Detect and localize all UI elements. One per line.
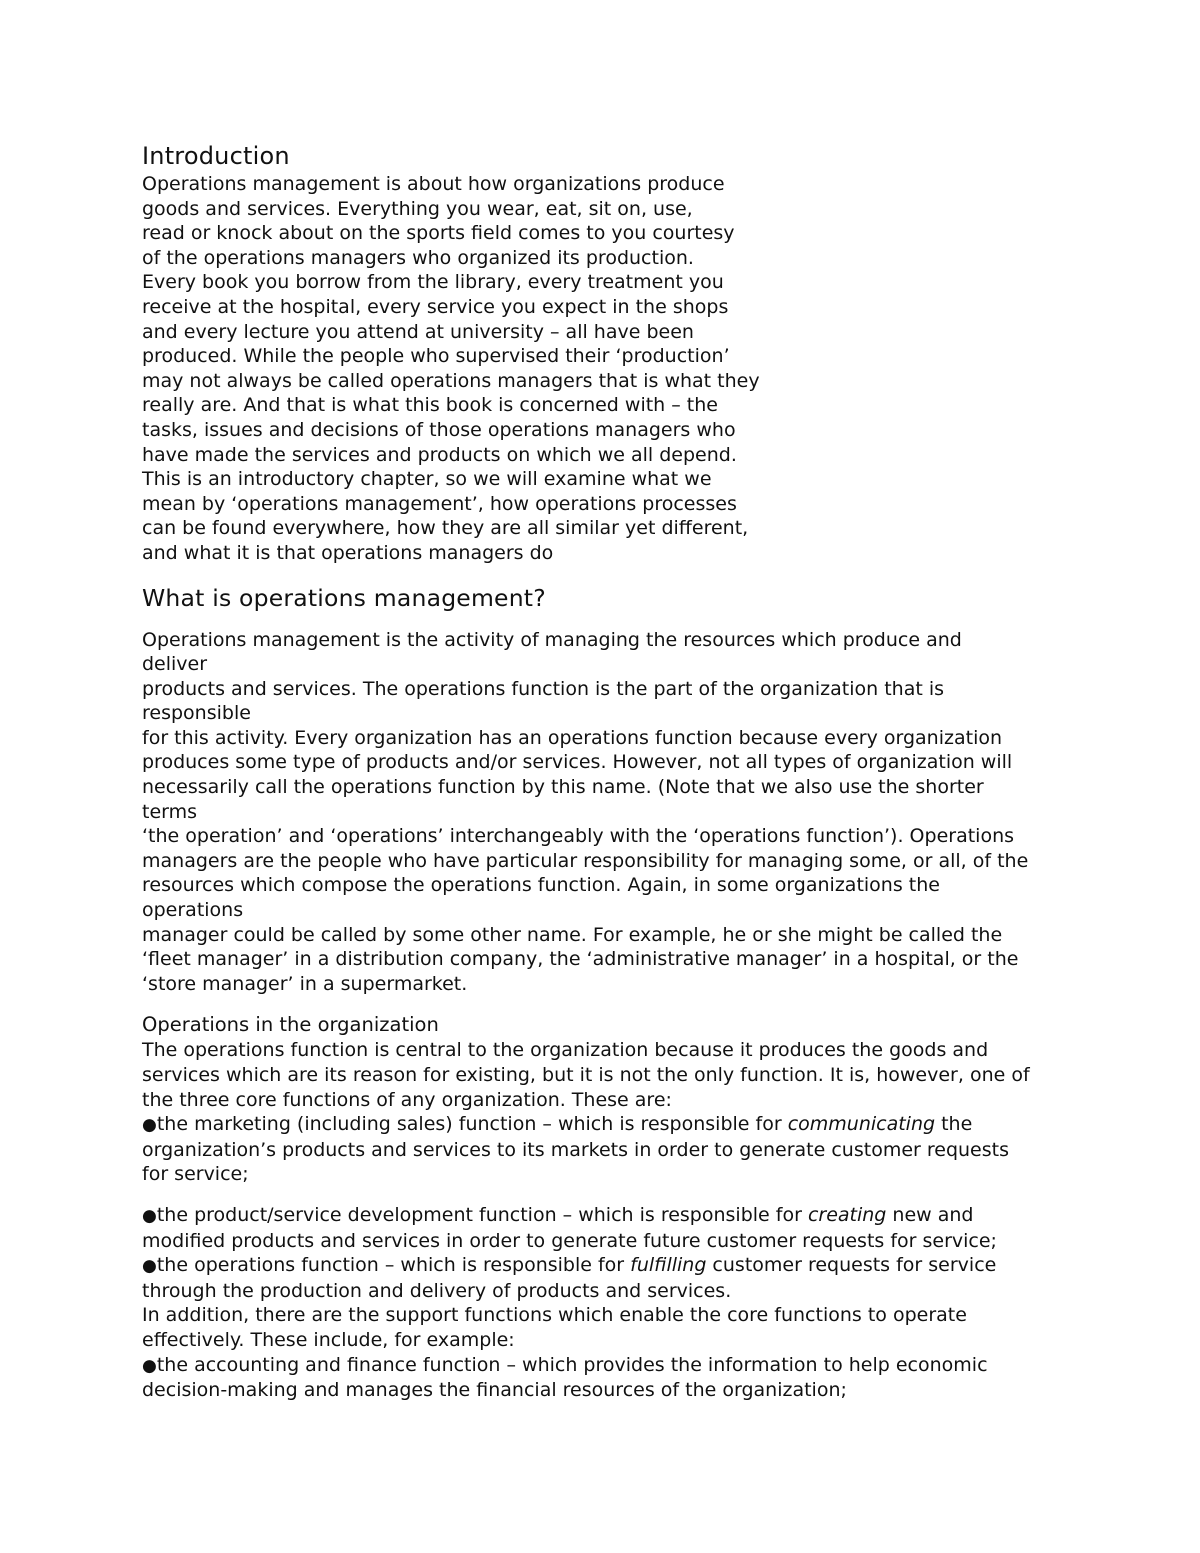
bullet-emphasis: fulfilling xyxy=(630,1254,707,1277)
intro-line: can be found everywhere, how they are all similar yet different, xyxy=(142,517,749,540)
intro-line: mean by ‘operations management’, how operations processes xyxy=(142,492,737,515)
bullet-emphasis: creating xyxy=(807,1203,887,1226)
bullet-continuation: through the production and delivery of products and services. xyxy=(142,1279,732,1302)
intro-line: goods and services. Everything you wear, eat, sit on, use, xyxy=(142,197,693,220)
what-is-line: managers are the people who have particular responsibility for managing some, or all, of the xyxy=(142,849,1029,872)
bullet-continuation: decision-making and manages the financial resources of the organization; xyxy=(142,1379,847,1402)
bullet-item-marketing xyxy=(142,1112,1062,1138)
what-is-line: operations xyxy=(142,899,244,922)
bullet-continuation: for service; xyxy=(142,1163,249,1186)
document-page xyxy=(142,140,1062,1403)
what-is-heading: What is operations management? xyxy=(142,583,546,612)
intro-line: have made the services and products on which we all depend. xyxy=(142,443,737,466)
bullet-emphasis: communicating xyxy=(787,1113,936,1136)
in-org-line: the three core functions of any organization. These are: xyxy=(142,1088,672,1111)
what-is-paragraph xyxy=(142,628,1062,997)
bullet-text: the operations function – which is responsible for xyxy=(156,1254,631,1277)
intro-line: and what it is that operations managers do xyxy=(142,541,554,564)
intro-paragraph xyxy=(142,172,1062,566)
intro-line: of the operations managers who organized its production. xyxy=(142,246,694,269)
bullet-continuation: modified products and services in order to generate future customer requests for service; xyxy=(142,1229,997,1252)
in-org-line: The operations function is central to the organization because it produces the goods and xyxy=(142,1039,989,1062)
intro-heading: Introduction xyxy=(142,142,290,170)
intro-line: read or knock about on the sports field comes to you courtesy xyxy=(142,222,735,245)
what-is-line: terms xyxy=(142,800,198,823)
intro-line: This is an introductory chapter, so we will examine what we xyxy=(142,468,712,491)
bullet-text: the product/service development function – which is responsible for xyxy=(156,1203,808,1226)
bullet-text: new and xyxy=(886,1203,974,1226)
spacer xyxy=(142,1187,1062,1203)
bullet-icon: ● xyxy=(142,1115,157,1136)
bullet-text: customer requests for service xyxy=(706,1254,997,1277)
what-is-line: Operations management is the activity of managing the resources which produce and xyxy=(142,628,962,651)
in-org-heading: Operations in the organization xyxy=(142,1013,439,1037)
bullet-text: the marketing (including sales) function – which is responsible for xyxy=(156,1113,788,1136)
what-is-line: deliver xyxy=(142,653,208,676)
what-is-line: necessarily call the operations function by this name. (Note that we also use the shorter xyxy=(142,776,984,799)
what-is-line: ‘the operation’ and ‘operations’ interchangeably with the ‘operations function’). Operations xyxy=(142,825,1015,848)
intro-line: receive at the hospital, every service you expect in the shops xyxy=(142,295,729,318)
bullet-icon: ● xyxy=(142,1256,157,1277)
what-is-line: products and services. The operations function is the part of the organization that is xyxy=(142,677,945,700)
what-is-line: ‘fleet manager’ in a distribution company, the ‘administrative manager’ in a hospital, or the xyxy=(142,948,1019,971)
intro-line: produced. While the people who supervised their ‘production’ xyxy=(142,345,730,368)
what-is-line: ‘store manager’ in a supermarket. xyxy=(142,972,468,995)
intro-line: may not always be called operations managers that is what they xyxy=(142,369,760,392)
support-line: effectively. These include, for example: xyxy=(142,1328,515,1351)
support-line: In addition, there are the support functions which enable the core functions to operate xyxy=(142,1304,967,1327)
bullet-item-accounting xyxy=(142,1353,1062,1379)
bullet-text: the xyxy=(935,1113,973,1136)
bullet-icon: ● xyxy=(142,1355,157,1376)
intro-line: and every lecture you attend at university – all have been xyxy=(142,320,694,343)
what-is-line: manager could be called by some other name. For example, he or she might be called the xyxy=(142,923,1003,946)
what-is-line: resources which compose the operations function. Again, in some organizations the xyxy=(142,874,940,897)
intro-line: Every book you borrow from the library, every treatment you xyxy=(142,271,724,294)
what-is-line: responsible xyxy=(142,702,251,725)
bullet-icon: ● xyxy=(142,1205,157,1226)
bullet-continuation: organization’s products and services to its markets in order to generate customer requests xyxy=(142,1138,1009,1161)
intro-line: really are. And that is what this book is concerned with – the xyxy=(142,394,718,417)
intro-line: Operations management is about how organizations produce xyxy=(142,173,725,195)
in-org-paragraph xyxy=(142,1038,1062,1402)
what-is-line: for this activity. Every organization has an operations function because every organization xyxy=(142,726,1003,749)
intro-line: tasks, issues and decisions of those operations managers who xyxy=(142,418,736,441)
in-org-line: services which are its reason for existing, but it is not the only function. It is, however, one of xyxy=(142,1064,1030,1086)
bullet-text: the accounting and finance function – which provides the information to help economic xyxy=(156,1353,988,1376)
bullet-item-operations xyxy=(142,1253,1062,1279)
bullet-item-development xyxy=(142,1203,1062,1229)
what-is-line: produces some type of products and/or services. However, not all types of organization will xyxy=(142,751,1013,774)
